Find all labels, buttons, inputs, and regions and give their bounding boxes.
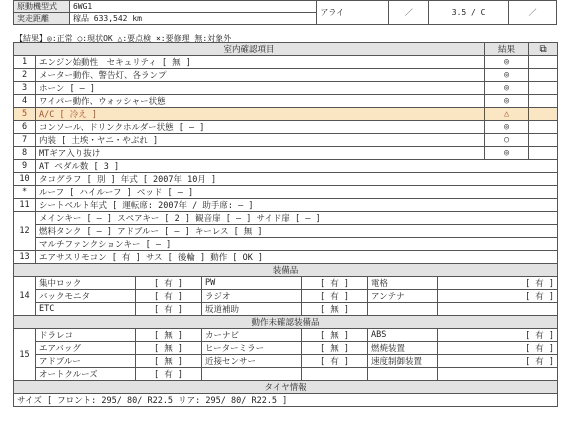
equip-value: [ 有 ] xyxy=(136,290,202,303)
unconf-value: [ 無 ] xyxy=(302,329,368,342)
mileage-label: 実走距離 xyxy=(14,13,70,25)
unconf-value: [ 無 ] xyxy=(302,342,368,355)
item-3-num: 3 xyxy=(14,82,36,95)
item-12-line-a: メインキー [ ― ] スペアキー [ 2 ] 観音扉 [ ― ] サイド扉 [ ― ] xyxy=(36,212,558,225)
tire-brand: アライ xyxy=(317,1,389,25)
item-6-text: コンソール、ドリンクホルダー状態 [ ― ] xyxy=(36,121,485,134)
unconf-name: 燃焼装置 xyxy=(368,342,438,355)
unconf-name: ドラレコ xyxy=(36,329,136,342)
item-7-num: 7 xyxy=(14,134,36,147)
equip-name: バックモニタ xyxy=(36,290,136,303)
item-13-text: エアサスリモコン [ 有 ] サス [ 後輪 ] 動作 [ OK ] xyxy=(36,251,558,264)
copy-icon[interactable]: ⧉ xyxy=(529,43,558,56)
unconf-name: ヒーターミラー xyxy=(202,342,302,355)
item-1-num: 1 xyxy=(14,56,36,69)
item-7-result: ○ xyxy=(485,134,529,147)
tire-info-header: タイヤ情報 xyxy=(14,381,558,394)
tire-sep-1: ／ xyxy=(389,1,429,25)
equip-name: PW xyxy=(202,277,302,290)
unconf-name xyxy=(368,368,438,381)
item-7-text: 内装 [ 土埃・ヤニ・やぶれ ] xyxy=(36,134,485,147)
unconf-value: [ 有 ] xyxy=(438,355,558,368)
equip-value: [ 有 ] xyxy=(438,290,558,303)
equip-name: 集中ロック xyxy=(36,277,136,290)
item-10-text: タコグラフ [ 別 ] 年式 [ 2007年 10月 ] xyxy=(36,173,558,186)
unconf-value: [ 無 ] xyxy=(136,355,202,368)
equip-name xyxy=(368,303,438,316)
item-3-text: ホーン [ ― ] xyxy=(36,82,485,95)
unconf-value: [ 有 ] xyxy=(136,368,202,381)
equip-value: [ 有 ] xyxy=(438,277,558,290)
equip-value: [ 有 ] xyxy=(136,303,202,316)
unconf-name: オートクルーズ xyxy=(36,368,136,381)
unconf-value: [ 有 ] xyxy=(438,342,558,355)
tire-value: 3.5 / C xyxy=(429,1,509,25)
item-9-num: 9 xyxy=(14,160,36,173)
item-12-line-b: 燃料タンク [ ― ] アドブルー [ ― ] キーレス [ 無 ] xyxy=(36,225,558,238)
item-8-num: 8 xyxy=(14,147,36,160)
engine-model-value: 6WG1 xyxy=(69,1,316,13)
equipment-header: 装備品 xyxy=(14,264,558,277)
item-9-text: AT ペダル数 [ 3 ] xyxy=(36,160,558,173)
item-12-num: 12 xyxy=(14,212,36,251)
item-11-num: 11 xyxy=(14,199,36,212)
unconf-value: [ 無 ] xyxy=(136,329,202,342)
item-4-text: ワイパー動作、ウォッシャー状態 xyxy=(36,95,485,108)
item-1-result: ◎ xyxy=(485,56,529,69)
tire-size-text: サイズ [ フロント: 295/ 80/ R22.5 リア: 295/ 80/ R22.5 ] xyxy=(14,394,558,407)
result-legend: 【結果】◎:正常 ○:現状OK △:要点検 ×:要修理 無:対象外 xyxy=(15,34,232,43)
equip-name: ETC xyxy=(36,303,136,316)
equip-value: [ 無 ] xyxy=(302,303,368,316)
item-2-text: メーター動作、警告灯、各ランプ xyxy=(36,69,485,82)
item-star-num: * xyxy=(14,186,36,199)
interior-check-table xyxy=(13,42,558,407)
equip-name: 坂道補助 xyxy=(202,303,302,316)
result-header: 結果 xyxy=(485,43,529,56)
unconf-name xyxy=(202,368,302,381)
equip-name: 電格 xyxy=(368,277,438,290)
unconf-value xyxy=(438,368,558,381)
unconf-name: 速度制御装置 xyxy=(368,355,438,368)
equip-name: アンテナ xyxy=(368,290,438,303)
item-13-num: 13 xyxy=(14,251,36,264)
equip-value: [ 有 ] xyxy=(136,277,202,290)
item-5-num: 5 xyxy=(14,108,36,121)
unconf-value: [ 有 ] xyxy=(438,329,558,342)
unconfirmed-num: 15 xyxy=(14,329,36,381)
unconf-name: 近接センサー xyxy=(202,355,302,368)
unconfirmed-header: 動作未確認装備品 xyxy=(14,316,558,329)
interior-header: 室内確認項目 xyxy=(14,43,485,56)
item-3-result: ◎ xyxy=(485,82,529,95)
equip-name: ラジオ xyxy=(202,290,302,303)
item-10-num: 10 xyxy=(14,173,36,186)
unconf-name: エアバッグ xyxy=(36,342,136,355)
unconf-name: カーナビ xyxy=(202,329,302,342)
item-11-text: シートベルト年式 [ 運転席: 2007年 / 助手席: ― ] xyxy=(36,199,558,212)
equip-value xyxy=(438,303,558,316)
item-star-text: ルーフ [ ハイルーフ ] ベッド [ ― ] xyxy=(36,186,558,199)
unconf-name: アドブルー xyxy=(36,355,136,368)
equip-value: [ 有 ] xyxy=(302,290,368,303)
item-5-result: △ xyxy=(485,108,529,121)
item-12-line-c: マルチファンクションキー [ ― ] xyxy=(36,238,558,251)
item-4-num: 4 xyxy=(14,95,36,108)
tire-sep-2: ／ xyxy=(509,1,557,25)
item-6-num: 6 xyxy=(14,121,36,134)
unconf-value xyxy=(302,368,368,381)
equipment-num: 14 xyxy=(14,277,36,316)
item-5-text: A/C [ 冷え ] xyxy=(36,108,485,121)
item-8-result: ◎ xyxy=(485,147,529,160)
item-2-result: ◎ xyxy=(485,69,529,82)
unconf-value: [ 無 ] xyxy=(136,342,202,355)
engine-model-label: 原動機型式 xyxy=(14,1,70,13)
item-4-result: ◎ xyxy=(485,95,529,108)
mileage-value: 稼品 633,542 km xyxy=(69,13,316,25)
item-2-num: 2 xyxy=(14,69,36,82)
item-6-result: ◎ xyxy=(485,121,529,134)
unconf-value: [ 有 ] xyxy=(302,355,368,368)
equip-value: [ 有 ] xyxy=(302,277,368,290)
unconf-name: ABS xyxy=(368,329,438,342)
item-8-text: MTギア入り抜け xyxy=(36,147,485,160)
vehicle-info-table xyxy=(13,0,557,25)
item-1-text: エンジン始動性 セキュリティ [ 無 ] xyxy=(36,56,485,69)
